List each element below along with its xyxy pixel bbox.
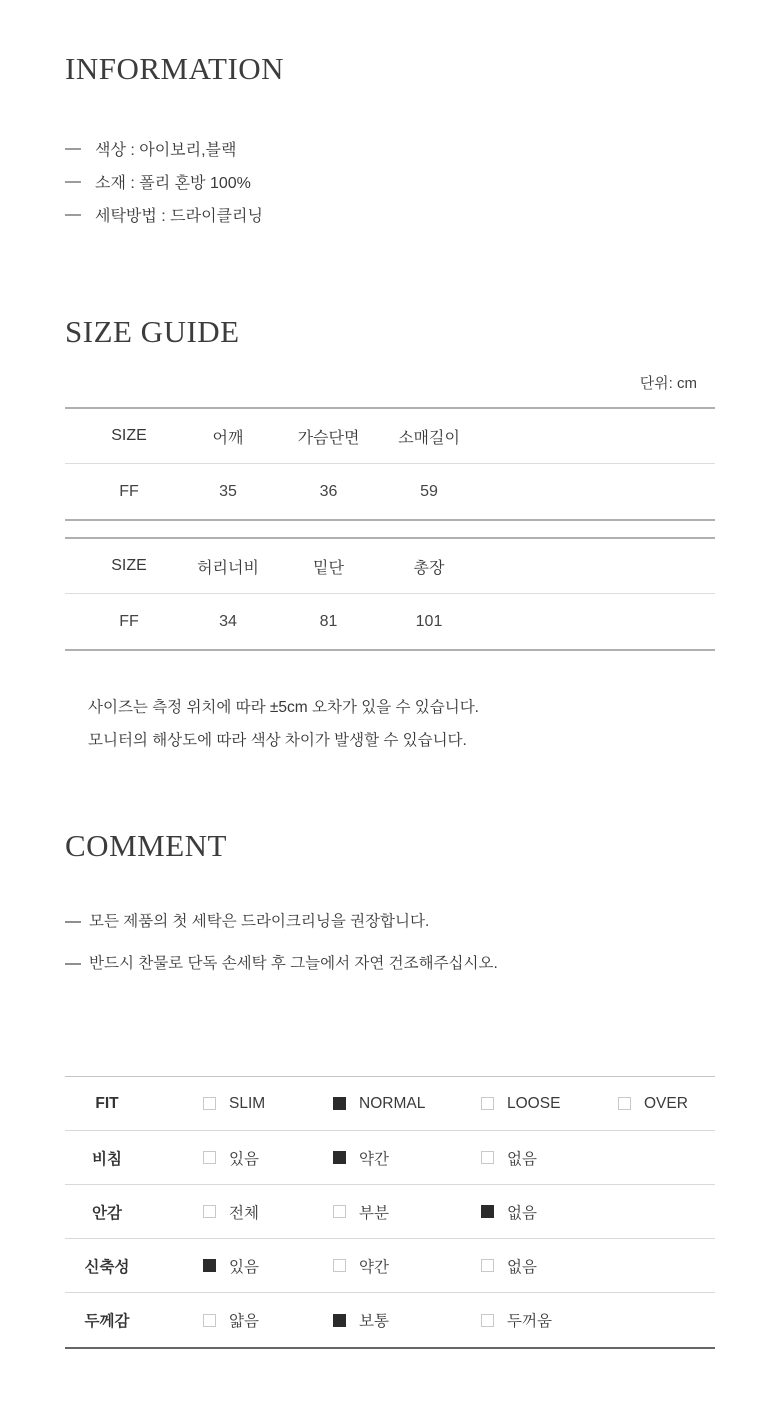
column-header: 소매길이	[398, 429, 460, 447]
spec-option-label: 없음	[507, 1150, 537, 1168]
spec-option-label: 얇음	[229, 1313, 259, 1330]
list-item	[65, 198, 715, 231]
checkbox-icon	[203, 1205, 216, 1218]
spec-option-label: 있음	[229, 1258, 259, 1276]
comment-item-text: 반드시 찬물로 단독 손세탁 후 그늘에서 자연 건조해주십시오.	[89, 955, 498, 972]
column-header: 어깨	[212, 429, 244, 447]
checkbox-icon	[333, 1259, 346, 1272]
spec-row-thickness	[65, 1293, 715, 1347]
checkbox-icon	[203, 1314, 216, 1327]
info-item-text: 소재 : 폴리 혼방 100%	[95, 175, 251, 192]
spec-option-label: SLIM	[229, 1094, 266, 1112]
spec-row-label: 안감	[92, 1204, 122, 1222]
comment-list	[65, 912, 715, 974]
size-note-line: 모니터의 해상도에 따라 색상 차이가 발생할 수 있습니다.	[88, 732, 467, 749]
list-item	[65, 165, 715, 198]
checkbox-icon	[333, 1097, 346, 1110]
comment-item-text: 모든 제품의 첫 세탁은 드라이크리닝을 권장합니다.	[89, 913, 430, 930]
spec-row-label: 두께감	[84, 1313, 130, 1330]
size-notes	[65, 691, 715, 757]
info-item-text: 색상 : 아이보리,블랙	[95, 142, 237, 159]
spec-option-label: 있음	[229, 1150, 259, 1168]
spec-option	[481, 1095, 618, 1113]
column-header: 총장	[413, 559, 445, 577]
information-list	[65, 132, 715, 231]
spec-row-label: FIT	[95, 1094, 119, 1112]
dash-icon	[65, 963, 81, 965]
spec-option	[203, 1147, 333, 1169]
table-header-row	[65, 409, 715, 464]
column-header: 밑단	[313, 559, 344, 577]
spec-option-label: 보통	[359, 1313, 389, 1330]
checkbox-icon	[333, 1314, 346, 1327]
spec-row-lining	[65, 1185, 715, 1239]
spec-option	[333, 1255, 481, 1277]
dash-icon	[65, 214, 81, 216]
table-row	[65, 464, 715, 519]
table-cell: FF	[119, 482, 139, 500]
spec-row-fit	[65, 1077, 715, 1131]
information-section-title: INFORMATION	[65, 51, 285, 86]
checkbox-icon	[203, 1259, 216, 1272]
unit-label: 단위: cm	[639, 375, 697, 392]
spec-table	[65, 1076, 715, 1349]
comment-section-title: COMMENT	[65, 828, 227, 863]
checkbox-icon	[333, 1205, 346, 1218]
table-row	[65, 594, 715, 649]
table-cell: FF	[119, 612, 139, 630]
size-table-bottom	[65, 537, 715, 651]
size-table-top	[65, 407, 715, 521]
table-cell: 36	[319, 482, 338, 500]
list-item	[65, 132, 715, 165]
spec-option-label: 전체	[229, 1204, 259, 1222]
dash-icon	[65, 921, 81, 923]
spec-row-sheerness	[65, 1131, 715, 1185]
spec-row-label: 비침	[92, 1150, 122, 1168]
table-cell: 59	[420, 482, 438, 500]
column-header: SIZE	[111, 427, 147, 444]
size-guide-section-title: SIZE GUIDE	[65, 314, 240, 349]
spec-option	[481, 1309, 618, 1331]
list-item	[65, 912, 715, 932]
dash-icon	[65, 148, 81, 150]
size-note-line: 사이즈는 측정 위치에 따라 ±5cm 오차가 있을 수 있습니다.	[88, 699, 479, 716]
spec-option-label: 없음	[507, 1204, 537, 1222]
checkbox-icon	[481, 1151, 494, 1164]
checkbox-icon	[203, 1097, 216, 1110]
spec-row-label: 신축성	[84, 1258, 130, 1276]
spec-option	[333, 1309, 481, 1331]
spec-option	[203, 1095, 333, 1113]
spec-option-label: 약간	[359, 1258, 389, 1276]
spec-option	[618, 1095, 715, 1113]
spec-option	[203, 1201, 333, 1223]
checkbox-icon	[203, 1151, 216, 1164]
spec-option	[203, 1255, 333, 1277]
spec-option	[203, 1309, 333, 1331]
spec-option-label: OVER	[644, 1094, 688, 1112]
list-item	[65, 954, 715, 974]
product-detail-content	[65, 0, 715, 1349]
spec-option	[333, 1201, 481, 1223]
spec-option-label: 약간	[359, 1150, 389, 1168]
spec-option	[481, 1255, 618, 1277]
dash-icon	[65, 181, 81, 183]
spec-option-label: 부분	[359, 1204, 389, 1222]
checkbox-icon	[333, 1151, 346, 1164]
checkbox-icon	[481, 1205, 494, 1218]
checkbox-icon	[481, 1097, 494, 1110]
spec-row-elasticity	[65, 1239, 715, 1293]
column-header: 가슴단면	[297, 429, 360, 447]
info-item-text: 세탁방법 : 드라이클리닝	[95, 208, 263, 225]
spec-option-label: NORMAL	[359, 1094, 426, 1112]
column-header: SIZE	[111, 557, 147, 574]
spec-option	[333, 1095, 481, 1113]
table-cell: 35	[219, 482, 237, 500]
table-header-row	[65, 539, 715, 594]
checkbox-icon	[481, 1259, 494, 1272]
spec-option	[481, 1201, 618, 1223]
checkbox-icon	[618, 1097, 631, 1110]
spec-option	[481, 1147, 618, 1169]
table-cell: 81	[319, 612, 338, 630]
table-cell: 34	[219, 612, 237, 630]
table-cell: 101	[415, 612, 443, 630]
column-header: 허리너비	[197, 559, 259, 577]
spec-option	[333, 1147, 481, 1169]
spec-option-label: LOOSE	[507, 1094, 561, 1112]
spec-option-label: 없음	[507, 1258, 537, 1276]
spec-option-label: 두꺼움	[507, 1313, 552, 1330]
checkbox-icon	[481, 1314, 494, 1327]
